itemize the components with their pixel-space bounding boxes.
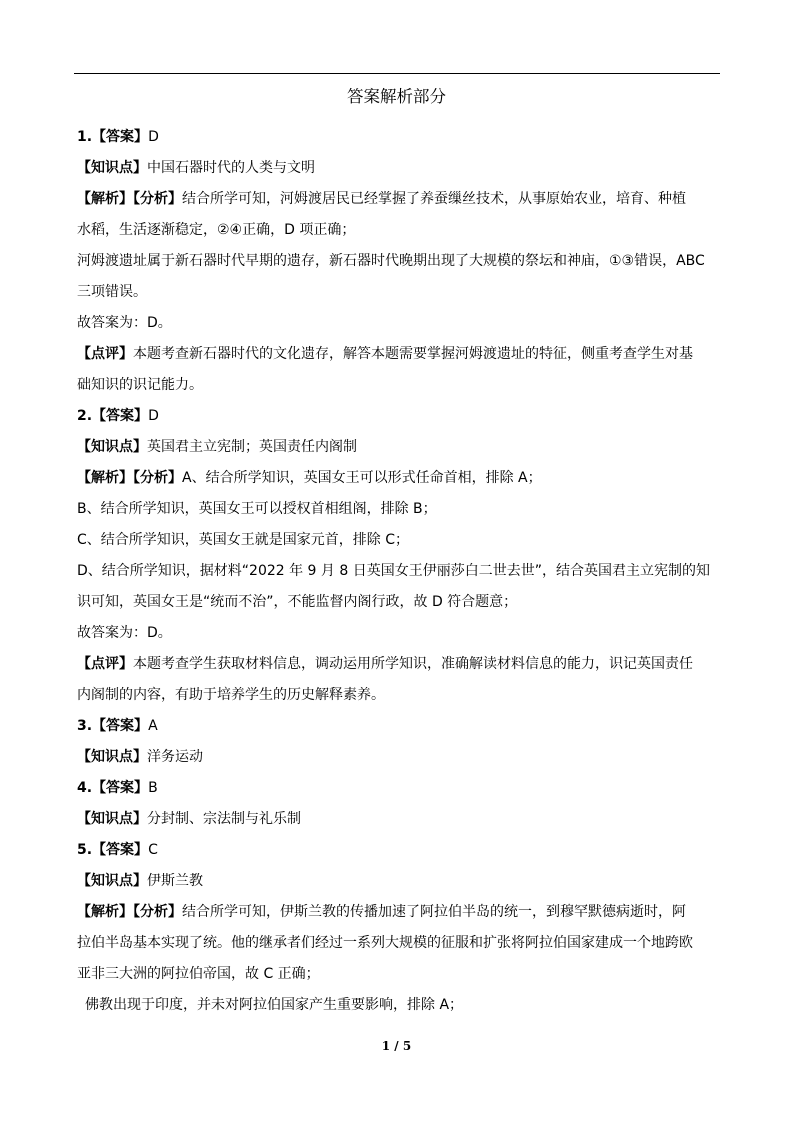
line-label: 3.【答案】 <box>77 718 149 734</box>
line-text: B <box>148 780 158 796</box>
text-line <box>77 649 724 680</box>
line-text: 中国石器时代的人类与文明 <box>147 160 315 176</box>
line-label: 【点评】 <box>77 656 133 672</box>
line-text: 故答案为：D。 <box>77 315 172 331</box>
text-line <box>77 370 724 401</box>
line-text: 结合所学可知，河姆渡居民已经掌握了养蚕缫丝技术，从事原始农业，培育、种植 <box>182 191 686 207</box>
line-label: 4.【答案】 <box>77 780 149 796</box>
text-line <box>77 587 724 618</box>
page-number: 1 / 5 <box>381 1039 412 1053</box>
text-line <box>77 835 724 866</box>
line-text: D、结合所学知识，据材料“2022 年 9 月 8 日英国女王伊丽莎白二世去世”，结合英国君主立宪制的知 <box>77 563 710 579</box>
text-line <box>77 711 724 742</box>
text-line <box>77 494 724 525</box>
line-label: 【点评】 <box>77 346 133 362</box>
line-label: 2.【答案】 <box>77 408 149 424</box>
line-label: 【知识点】 <box>77 811 147 827</box>
line-text: 三项错误。 <box>77 284 147 300</box>
line-label: 5.【答案】 <box>77 842 149 858</box>
line-label: 1.【答案】 <box>77 129 149 145</box>
line-text: 河姆渡遗址属于新石器时代早期的遗存，新石器时代晚期出现了大规模的祭坛和神庙，①③错误，ABC <box>77 253 705 269</box>
line-label: 【知识点】 <box>77 873 147 889</box>
text-line <box>77 246 724 277</box>
text-line <box>77 773 724 804</box>
line-text: 内阁制的内容，有助于培养学生的历史解释素养。 <box>77 687 385 703</box>
line-label: 【解析】【分析】 <box>77 470 182 486</box>
line-text: 本题考查学生获取材料信息，调动运用所学知识，准确解读材料信息的能力，识记英国责任 <box>133 656 693 672</box>
line-label: 【解析】【分析】 <box>77 904 182 920</box>
line-text: B、结合所学知识，英国女王可以授权首相组阁，排除 B； <box>77 501 437 517</box>
text-line <box>77 897 724 928</box>
text-line <box>77 804 724 835</box>
text-line <box>77 339 724 370</box>
line-text: 伊斯兰教 <box>147 873 203 889</box>
line-text: 亚非三大洲的阿拉伯帝国，故 C 正确； <box>77 966 320 982</box>
text-line <box>77 463 724 494</box>
line-label: 【知识点】 <box>77 160 147 176</box>
text-line <box>77 959 724 990</box>
text-line <box>77 990 724 1021</box>
text-line <box>77 184 724 215</box>
line-text: A、结合所学知识，英国女王可以形式任命首相，排除 A； <box>182 470 542 486</box>
text-line <box>77 308 724 339</box>
line-text: 洋务运动 <box>147 749 203 765</box>
line-text: 故答案为：D。 <box>77 625 172 641</box>
text-line <box>77 525 724 556</box>
text-line <box>77 928 724 959</box>
text-line <box>77 866 724 897</box>
text-line <box>77 742 724 773</box>
text-line <box>77 153 724 184</box>
line-text: 本题考查新石器时代的文化遗存，解答本题需要掌握河姆渡遗址的特征，侧重考查学生对基 <box>133 346 693 362</box>
line-text: 础知识的识记能力。 <box>77 377 203 393</box>
line-text: D <box>148 408 159 424</box>
line-text: 佛教出现于印度，并未对阿拉伯国家产生重要影响，排除 A； <box>85 997 464 1013</box>
line-label: 【知识点】 <box>77 439 147 455</box>
line-text: 识可知，英国女王是“统而不治”，不能监督内阁行政，故 D 符合题意； <box>77 594 518 610</box>
line-text: 英国君主立宪制；英国责任内阁制 <box>147 439 357 455</box>
line-text: 结合所学可知，伊斯兰教的传播加速了阿拉伯半岛的统一，到穆罕默德病逝时，阿 <box>182 904 686 920</box>
line-label: 【知识点】 <box>77 749 147 765</box>
text-line <box>77 556 724 587</box>
line-text: 分封制、宗法制与礼乐制 <box>147 811 301 827</box>
text-line <box>77 277 724 308</box>
line-text: C、结合所学知识，英国女王就是国家元首，排除 C； <box>77 532 409 548</box>
answer-body <box>77 122 724 1021</box>
line-text: A <box>148 718 158 734</box>
text-line <box>77 432 724 463</box>
line-text: 拉伯半岛基本实现了统。他的继承者们经过一系列大规模的征服和扩张将阿拉伯国家建成一个地跨欧 <box>77 935 693 951</box>
text-line <box>77 401 724 432</box>
line-text: D <box>148 129 159 145</box>
line-label: 【解析】【分析】 <box>77 191 182 207</box>
text-line <box>77 680 724 711</box>
top-rule <box>74 73 720 74</box>
line-text: C <box>148 842 158 858</box>
text-line <box>77 122 724 153</box>
text-line <box>77 215 724 246</box>
text-line <box>77 618 724 649</box>
page-title: 答案解析部分 <box>347 87 446 106</box>
line-text: 水稻，生活逐渐稳定，②④正确，D 项正确； <box>77 222 356 238</box>
